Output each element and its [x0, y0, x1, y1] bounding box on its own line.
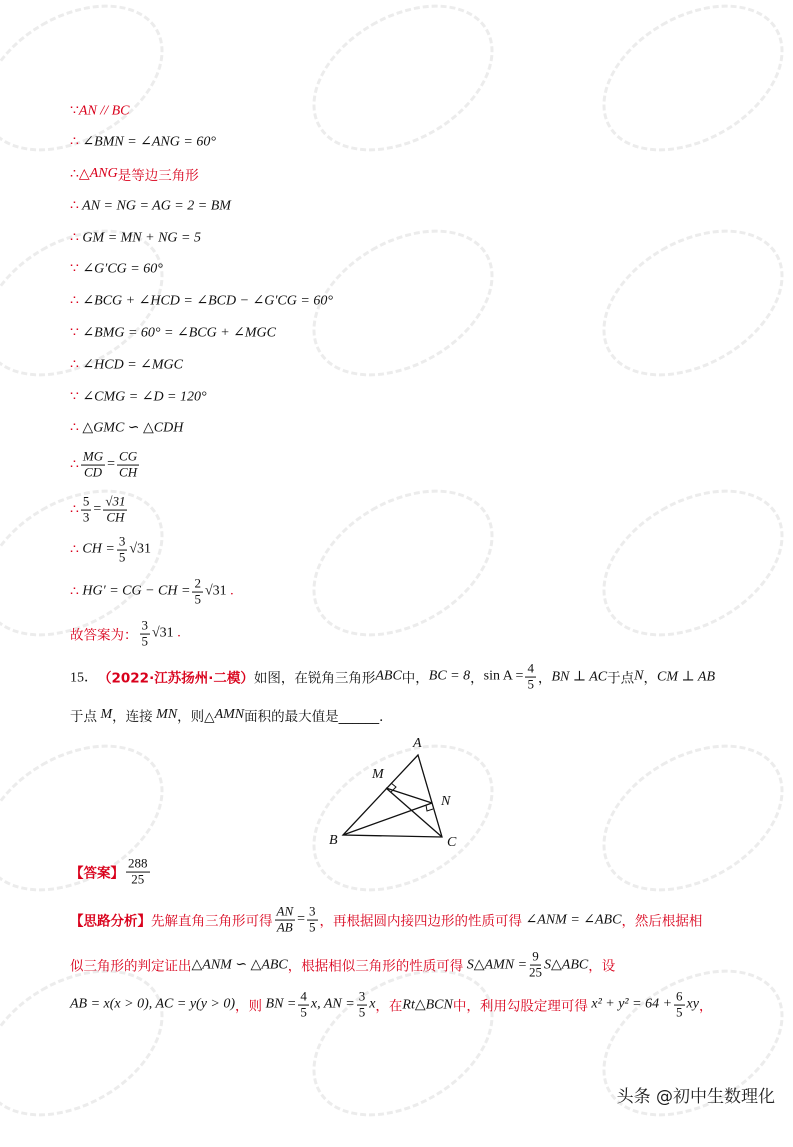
math-text: ∠G′CG = 60°	[78, 261, 163, 277]
fraction	[525, 662, 536, 693]
solution-line	[70, 198, 231, 215]
answer-line	[70, 857, 152, 888]
watermark-stamp	[577, 459, 793, 666]
math-text: ∠CMG = ∠D = 120°	[78, 389, 207, 405]
math-text: （2022·江苏扬州·二模）	[98, 671, 254, 687]
math-text: xy	[686, 997, 699, 1012]
solution-line	[70, 293, 333, 310]
math-text: ∠BMN = ∠ANG = 60°	[78, 134, 216, 150]
fraction	[307, 905, 318, 936]
fraction	[117, 450, 139, 481]
math-text: 15．	[70, 671, 98, 686]
solution-line	[70, 389, 207, 406]
solution-line	[70, 134, 216, 151]
fraction-denominator: 5	[141, 633, 148, 649]
fraction-denominator: CH	[106, 509, 125, 525]
math-text: Rt△BCN	[402, 997, 453, 1013]
watermark-stamp	[287, 459, 520, 666]
watermark-stamp	[577, 199, 793, 406]
solution-line	[70, 103, 129, 120]
math-text: =	[297, 912, 306, 927]
math-text: ，连接	[112, 709, 153, 725]
math-text: AB = x(x > 0), AC = y(y > 0)	[70, 997, 236, 1012]
math-text: BN ⊥ AC	[551, 669, 608, 685]
math-text: ，在	[375, 999, 403, 1015]
math-text: 于点	[607, 671, 635, 687]
fraction-denominator: AB	[276, 919, 293, 935]
math-text: =	[93, 502, 102, 517]
math-text: ∠ANM = ∠ABC	[522, 912, 622, 928]
fraction	[126, 857, 150, 888]
math-text: √31	[152, 626, 174, 641]
fraction-numerator: MG	[82, 448, 104, 464]
math-text: x² + y² = 64 +	[587, 997, 673, 1012]
fraction-numerator: 5	[82, 493, 90, 509]
math-text: x, AN =	[310, 997, 355, 1012]
analysis-line	[70, 950, 615, 981]
math-text: √31	[204, 584, 227, 599]
math-text: CH =	[78, 542, 115, 557]
math-text: ，然后根据相	[621, 914, 703, 930]
because-symbol: ∵	[70, 389, 79, 405]
therefore-symbol: ∴	[70, 420, 79, 436]
because-symbol: ∵	[70, 261, 79, 277]
math-text: ，	[470, 671, 484, 687]
fraction-numerator: AN	[276, 903, 294, 919]
math-text: ，根据相似三角形的性质可得	[287, 959, 464, 975]
solution-line	[70, 325, 276, 342]
fraction	[192, 577, 203, 608]
fraction-numerator: 4	[300, 988, 307, 1004]
math-text: ，再根据圆内接四边形的性质可得	[319, 914, 523, 930]
label-m: M	[372, 767, 384, 782]
fraction-numerator: 288	[128, 855, 148, 871]
fraction-numerator: 3	[141, 617, 148, 633]
therefore-symbol: ∴	[70, 198, 79, 214]
math-text: ，则	[235, 999, 263, 1015]
fraction	[529, 950, 542, 981]
therefore-symbol: ∴	[70, 357, 79, 373]
fraction-denominator: 5	[309, 919, 316, 935]
math-text: ∠BMG = 60° = ∠BCG + ∠MGC	[78, 325, 276, 341]
math-text: ，	[537, 671, 552, 687]
watermark-stamp	[0, 714, 189, 921]
therefore-symbol: ∴	[70, 542, 79, 558]
because-symbol: ∵	[70, 103, 79, 119]
fraction-denominator: 5	[676, 1004, 683, 1020]
math-text: .	[173, 626, 181, 641]
because-symbol: ∵	[70, 325, 79, 341]
solution-line	[70, 495, 129, 526]
math-text: S△AMN =	[463, 957, 528, 973]
math-text: 【答案】	[70, 866, 124, 882]
math-text: ∠HCD = ∠MGC	[78, 357, 183, 373]
fraction-denominator: 5	[527, 676, 534, 692]
fraction-denominator: 3	[82, 509, 90, 525]
fraction-denominator: 5	[194, 591, 201, 607]
fraction	[275, 905, 296, 936]
solution-line	[70, 230, 201, 247]
math-text: △GMC ∽ △CDH	[78, 420, 184, 436]
therefore-symbol: ∴	[70, 293, 79, 309]
therefore-symbol: ∴	[70, 230, 79, 246]
fraction	[81, 495, 92, 526]
math-text: HG′ = CG − CH =	[78, 584, 191, 599]
question-line	[70, 705, 393, 725]
segment-cm	[386, 788, 442, 837]
math-text: ，	[643, 671, 657, 687]
math-text: ∠BCG + ∠HCD = ∠BCD − ∠G′CG = 60°	[78, 293, 333, 309]
fraction	[103, 495, 127, 526]
math-text: 于点	[70, 709, 97, 725]
math-text: sin A =	[483, 669, 524, 684]
therefore-symbol: ∴	[70, 166, 79, 182]
watermark-stamp	[0, 0, 189, 182]
math-text: 如图，在锐角三角形	[253, 671, 376, 687]
math-text: 中，	[401, 671, 429, 687]
math-text: GM = MN + NG = 5	[78, 230, 201, 245]
triangle-diagram	[320, 730, 480, 855]
fraction-numerator: 4	[527, 660, 534, 676]
therefore-symbol: ∴	[70, 457, 79, 473]
math-text: △ANM ∽ △ABC	[191, 957, 288, 973]
fraction-numerator: 2	[194, 575, 201, 591]
math-text: S△ABC	[544, 957, 589, 973]
fraction	[117, 535, 128, 566]
analysis-line	[70, 905, 702, 936]
solution-line	[70, 535, 151, 566]
solution-line	[70, 450, 141, 481]
math-text: AN = NG = AG = 2 = BM	[78, 198, 231, 213]
fraction	[298, 990, 309, 1021]
math-text: BN =	[262, 997, 297, 1012]
math-text: ABC	[375, 669, 402, 684]
fraction	[81, 450, 105, 481]
math-text: 【思路分析】	[70, 914, 151, 930]
math-text: ，则△	[177, 709, 215, 725]
watermark-stamp	[577, 714, 793, 921]
label-b: B	[329, 833, 338, 848]
solution-line	[70, 619, 181, 650]
math-text: √31	[129, 542, 152, 557]
fraction	[140, 619, 151, 650]
fraction-denominator: CD	[84, 464, 103, 480]
solution-line	[70, 420, 183, 437]
therefore-symbol: ∴	[70, 502, 79, 518]
watermark-stamp	[287, 0, 520, 182]
fraction-denominator: 5	[118, 549, 126, 565]
fraction-denominator: 5	[358, 1004, 366, 1020]
math-text: CM ⊥ AB	[657, 669, 716, 685]
math-text: =	[107, 457, 116, 472]
fraction-numerator: 3	[358, 988, 366, 1004]
fraction-numerator: CG	[119, 448, 138, 464]
fraction-numerator: √31	[105, 493, 126, 509]
fraction	[674, 990, 685, 1021]
math-text: △	[78, 166, 90, 182]
solution-line	[70, 357, 183, 374]
fraction-denominator: 25	[131, 871, 145, 887]
solution-line	[70, 164, 199, 184]
math-text: 先解直角三角形可得	[151, 914, 273, 930]
question-line	[70, 662, 715, 693]
therefore-symbol: ∴	[70, 134, 79, 150]
math-text: N	[634, 669, 644, 684]
solution-line	[70, 261, 163, 278]
solution-line	[70, 577, 234, 608]
math-text: 中，利用勾股定理可得	[452, 999, 588, 1015]
math-text: BC = 8	[428, 669, 471, 684]
fraction-denominator: CH	[119, 464, 138, 480]
segment-bn	[343, 803, 432, 835]
label-a: A	[413, 736, 422, 751]
math-text: M	[97, 707, 113, 722]
math-text: 似三角形的判定证出	[70, 959, 192, 975]
math-text: 故答案为：	[70, 628, 138, 644]
right-angle-mark-n	[426, 805, 433, 811]
fraction-numerator: 3	[309, 903, 316, 919]
fraction-numerator: 3	[118, 533, 126, 549]
math-text: x	[369, 997, 376, 1012]
fraction	[357, 990, 368, 1021]
analysis-line	[70, 990, 712, 1021]
math-text: ，	[698, 999, 713, 1015]
fraction-numerator: 9	[532, 948, 539, 964]
label-c: C	[447, 835, 457, 850]
math-text: MN	[152, 707, 178, 722]
label-n: N	[441, 794, 451, 809]
fraction-denominator: 5	[300, 1004, 307, 1020]
math-text: AN // BC	[78, 103, 130, 118]
math-text: 是等边三角形	[117, 168, 199, 184]
watermark-stamp	[577, 0, 793, 182]
math-text: ANG	[89, 166, 118, 181]
therefore-symbol: ∴	[70, 584, 79, 600]
fraction-denominator: 25	[529, 964, 543, 980]
math-text: .	[226, 584, 234, 599]
math-text: AMN	[214, 707, 245, 722]
footer-attribution: 头条 @初中生数理化	[616, 1087, 775, 1107]
math-text: 面积的最大值是______．	[244, 709, 393, 725]
fraction-numerator: 6	[676, 988, 683, 1004]
math-text: ，设	[588, 959, 616, 975]
